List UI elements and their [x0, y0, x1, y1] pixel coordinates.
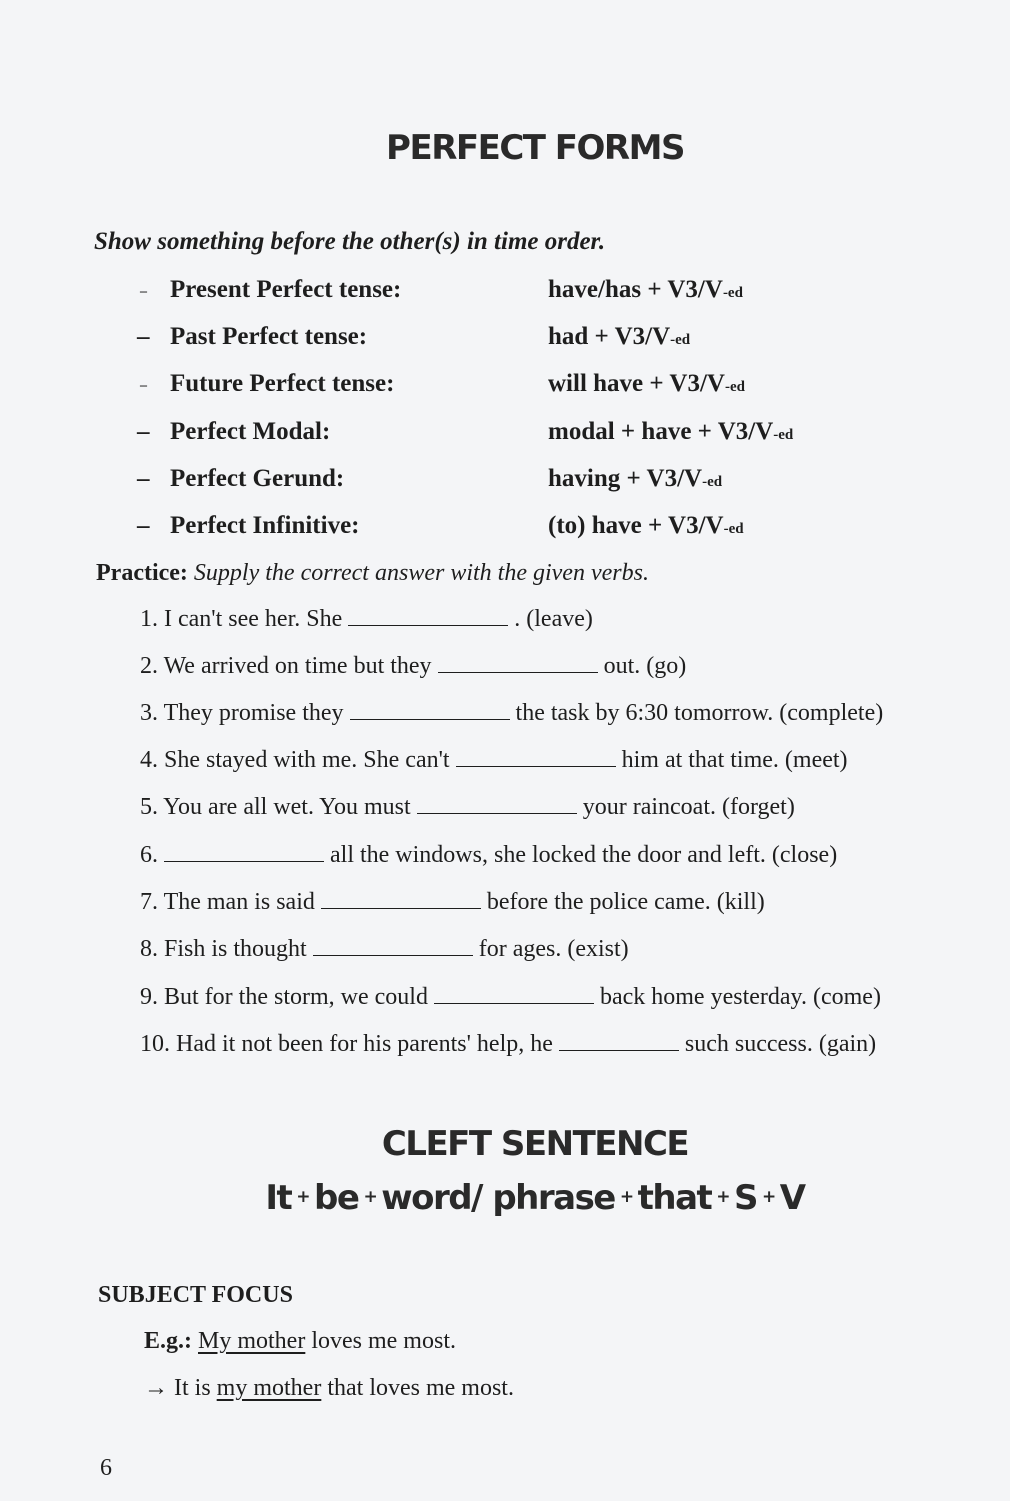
answer-blank[interactable] — [350, 701, 510, 720]
question-item: 7. The man is said before the police came. (kill) — [140, 889, 765, 915]
section-title-cleft-sentence: CLEFT SENTENCE — [381, 1124, 689, 1164]
question-item: 3. They promise they the task by 6:30 tomorrow. (complete) — [140, 700, 884, 726]
answer-blank[interactable] — [434, 985, 594, 1004]
dash-icon: – — [137, 418, 150, 445]
answer-blank[interactable] — [438, 654, 598, 673]
answer-blank[interactable] — [559, 1032, 679, 1051]
answer-blank[interactable] — [456, 748, 616, 767]
question-item: 5. You are all wet. You must your raincoat. (forget) — [140, 794, 795, 820]
question-item: 2. We arrived on time but they out. (go) — [140, 653, 687, 679]
answer-blank[interactable] — [313, 937, 473, 956]
form-row — [0, 370, 1010, 410]
form-name: Perfect Infinitive: — [170, 512, 360, 539]
question-item: 8. Fish is thought for ages. (exist) — [140, 936, 629, 962]
answer-blank[interactable] — [417, 795, 577, 814]
form-row — [0, 323, 1010, 363]
dash-icon: – — [137, 512, 150, 539]
form-formula: have/has + V3/V-ed — [548, 276, 743, 303]
example-answer: → It is my mother that loves me most. — [144, 1375, 514, 1401]
example-sentence: E.g.: My mother loves me most. — [144, 1328, 456, 1354]
answer-blank[interactable] — [321, 890, 481, 909]
form-row — [0, 418, 1010, 458]
form-formula: (to) have + V3/V-ed — [548, 512, 744, 539]
form-name: Past Perfect tense: — [170, 323, 368, 350]
question-item: 6. all the windows, she locked the door and left. (close) — [140, 842, 838, 868]
practice-instruction: Practice: Supply the correct answer with the given verbs. — [96, 560, 649, 586]
question-item: 9. But for the storm, we could back home yesterday. (come) — [140, 984, 881, 1010]
section-title-perfect-forms: PERFECT FORMS — [386, 128, 684, 168]
form-formula: will have + V3/V-ed — [548, 370, 745, 397]
form-name: Present Perfect tense: — [170, 276, 402, 303]
dash-icon: – — [140, 284, 147, 299]
form-formula: had + V3/V-ed — [548, 323, 691, 350]
form-name: Perfect Gerund: — [170, 465, 345, 492]
cleft-formula: It + be + word/ phrase + that + S + V — [265, 1178, 805, 1218]
arrow-right-icon: → — [144, 1375, 168, 1401]
form-row — [0, 512, 1010, 552]
form-name: Perfect Modal: — [170, 418, 331, 445]
question-item: 1. I can't see her. She . (leave) — [140, 606, 593, 632]
form-formula: having + V3/V-ed — [548, 465, 723, 492]
subject-focus-heading: SUBJECT FOCUS — [98, 1282, 293, 1308]
answer-blank[interactable] — [348, 607, 508, 626]
page-number: 6 — [100, 1455, 112, 1481]
question-item: 10. Had it not been for his parents' help, he such success. (gain) — [140, 1031, 877, 1057]
dash-icon: – — [137, 323, 150, 350]
answer-blank[interactable] — [164, 843, 324, 862]
dash-icon: – — [140, 378, 147, 393]
intro-text: Show something before the other(s) in time order. — [94, 228, 606, 255]
form-formula: modal + have + V3/V-ed — [548, 418, 794, 445]
form-name: Future Perfect tense: — [170, 370, 395, 397]
form-row — [0, 465, 1010, 505]
dash-icon: – — [137, 465, 150, 492]
form-row — [0, 276, 1010, 316]
question-item: 4. She stayed with me. She can't him at that time. (meet) — [140, 747, 848, 773]
